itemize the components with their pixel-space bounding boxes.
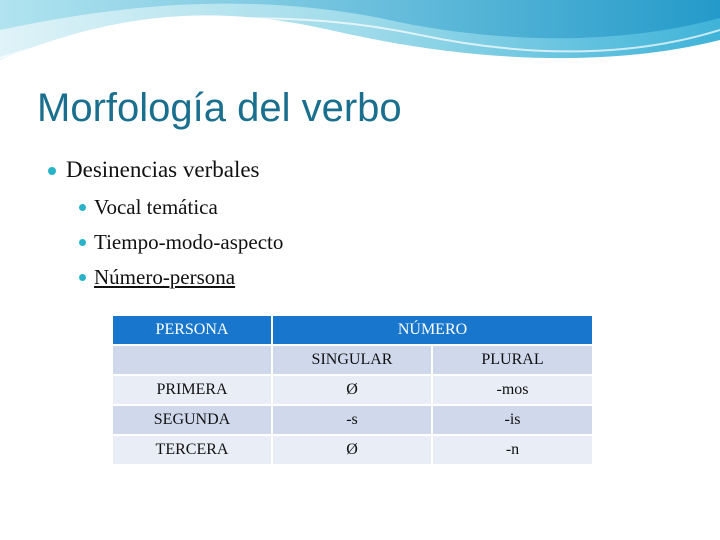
sub-bullet-item <box>94 265 235 290</box>
morphology-table <box>111 314 594 466</box>
cell-persona: TERCERA <box>112 435 272 465</box>
header-persona: PERSONA <box>112 315 272 345</box>
cell-singular: -s <box>272 405 432 435</box>
cell-singular: Ø <box>272 375 432 405</box>
bullet-item <box>66 157 260 183</box>
header-numero: NÚMERO <box>272 315 593 345</box>
subheader-plural: PLURAL <box>432 345 593 375</box>
sub-bullet-text: Número-persona <box>94 265 236 289</box>
bullet-dot-icon <box>48 167 56 175</box>
bullet-dot-icon <box>79 239 86 246</box>
bullet-dot-icon <box>79 204 86 211</box>
table-header-row <box>112 315 593 345</box>
sub-bullet-text: Tiempo-modo-aspecto <box>94 230 284 254</box>
table-row <box>112 375 593 405</box>
subheader-persona <box>112 345 272 375</box>
slide-title: Morfología del verbo <box>37 86 402 130</box>
cell-plural: -mos <box>432 375 593 405</box>
cell-plural: -is <box>432 405 593 435</box>
table-row <box>112 405 593 435</box>
bullet-dot-icon <box>79 274 86 281</box>
sub-bullet-item <box>94 195 218 220</box>
table-row <box>112 435 593 465</box>
sub-bullet-text: Vocal temática <box>94 195 218 219</box>
cell-singular: Ø <box>272 435 432 465</box>
bullet-text: Desinencias verbales <box>66 157 260 182</box>
subheader-singular: SINGULAR <box>272 345 432 375</box>
table-subheader-row <box>112 345 593 375</box>
cell-plural: -n <box>432 435 593 465</box>
cell-persona: SEGUNDA <box>112 405 272 435</box>
cell-persona: PRIMERA <box>112 375 272 405</box>
sub-bullet-item <box>94 230 283 255</box>
